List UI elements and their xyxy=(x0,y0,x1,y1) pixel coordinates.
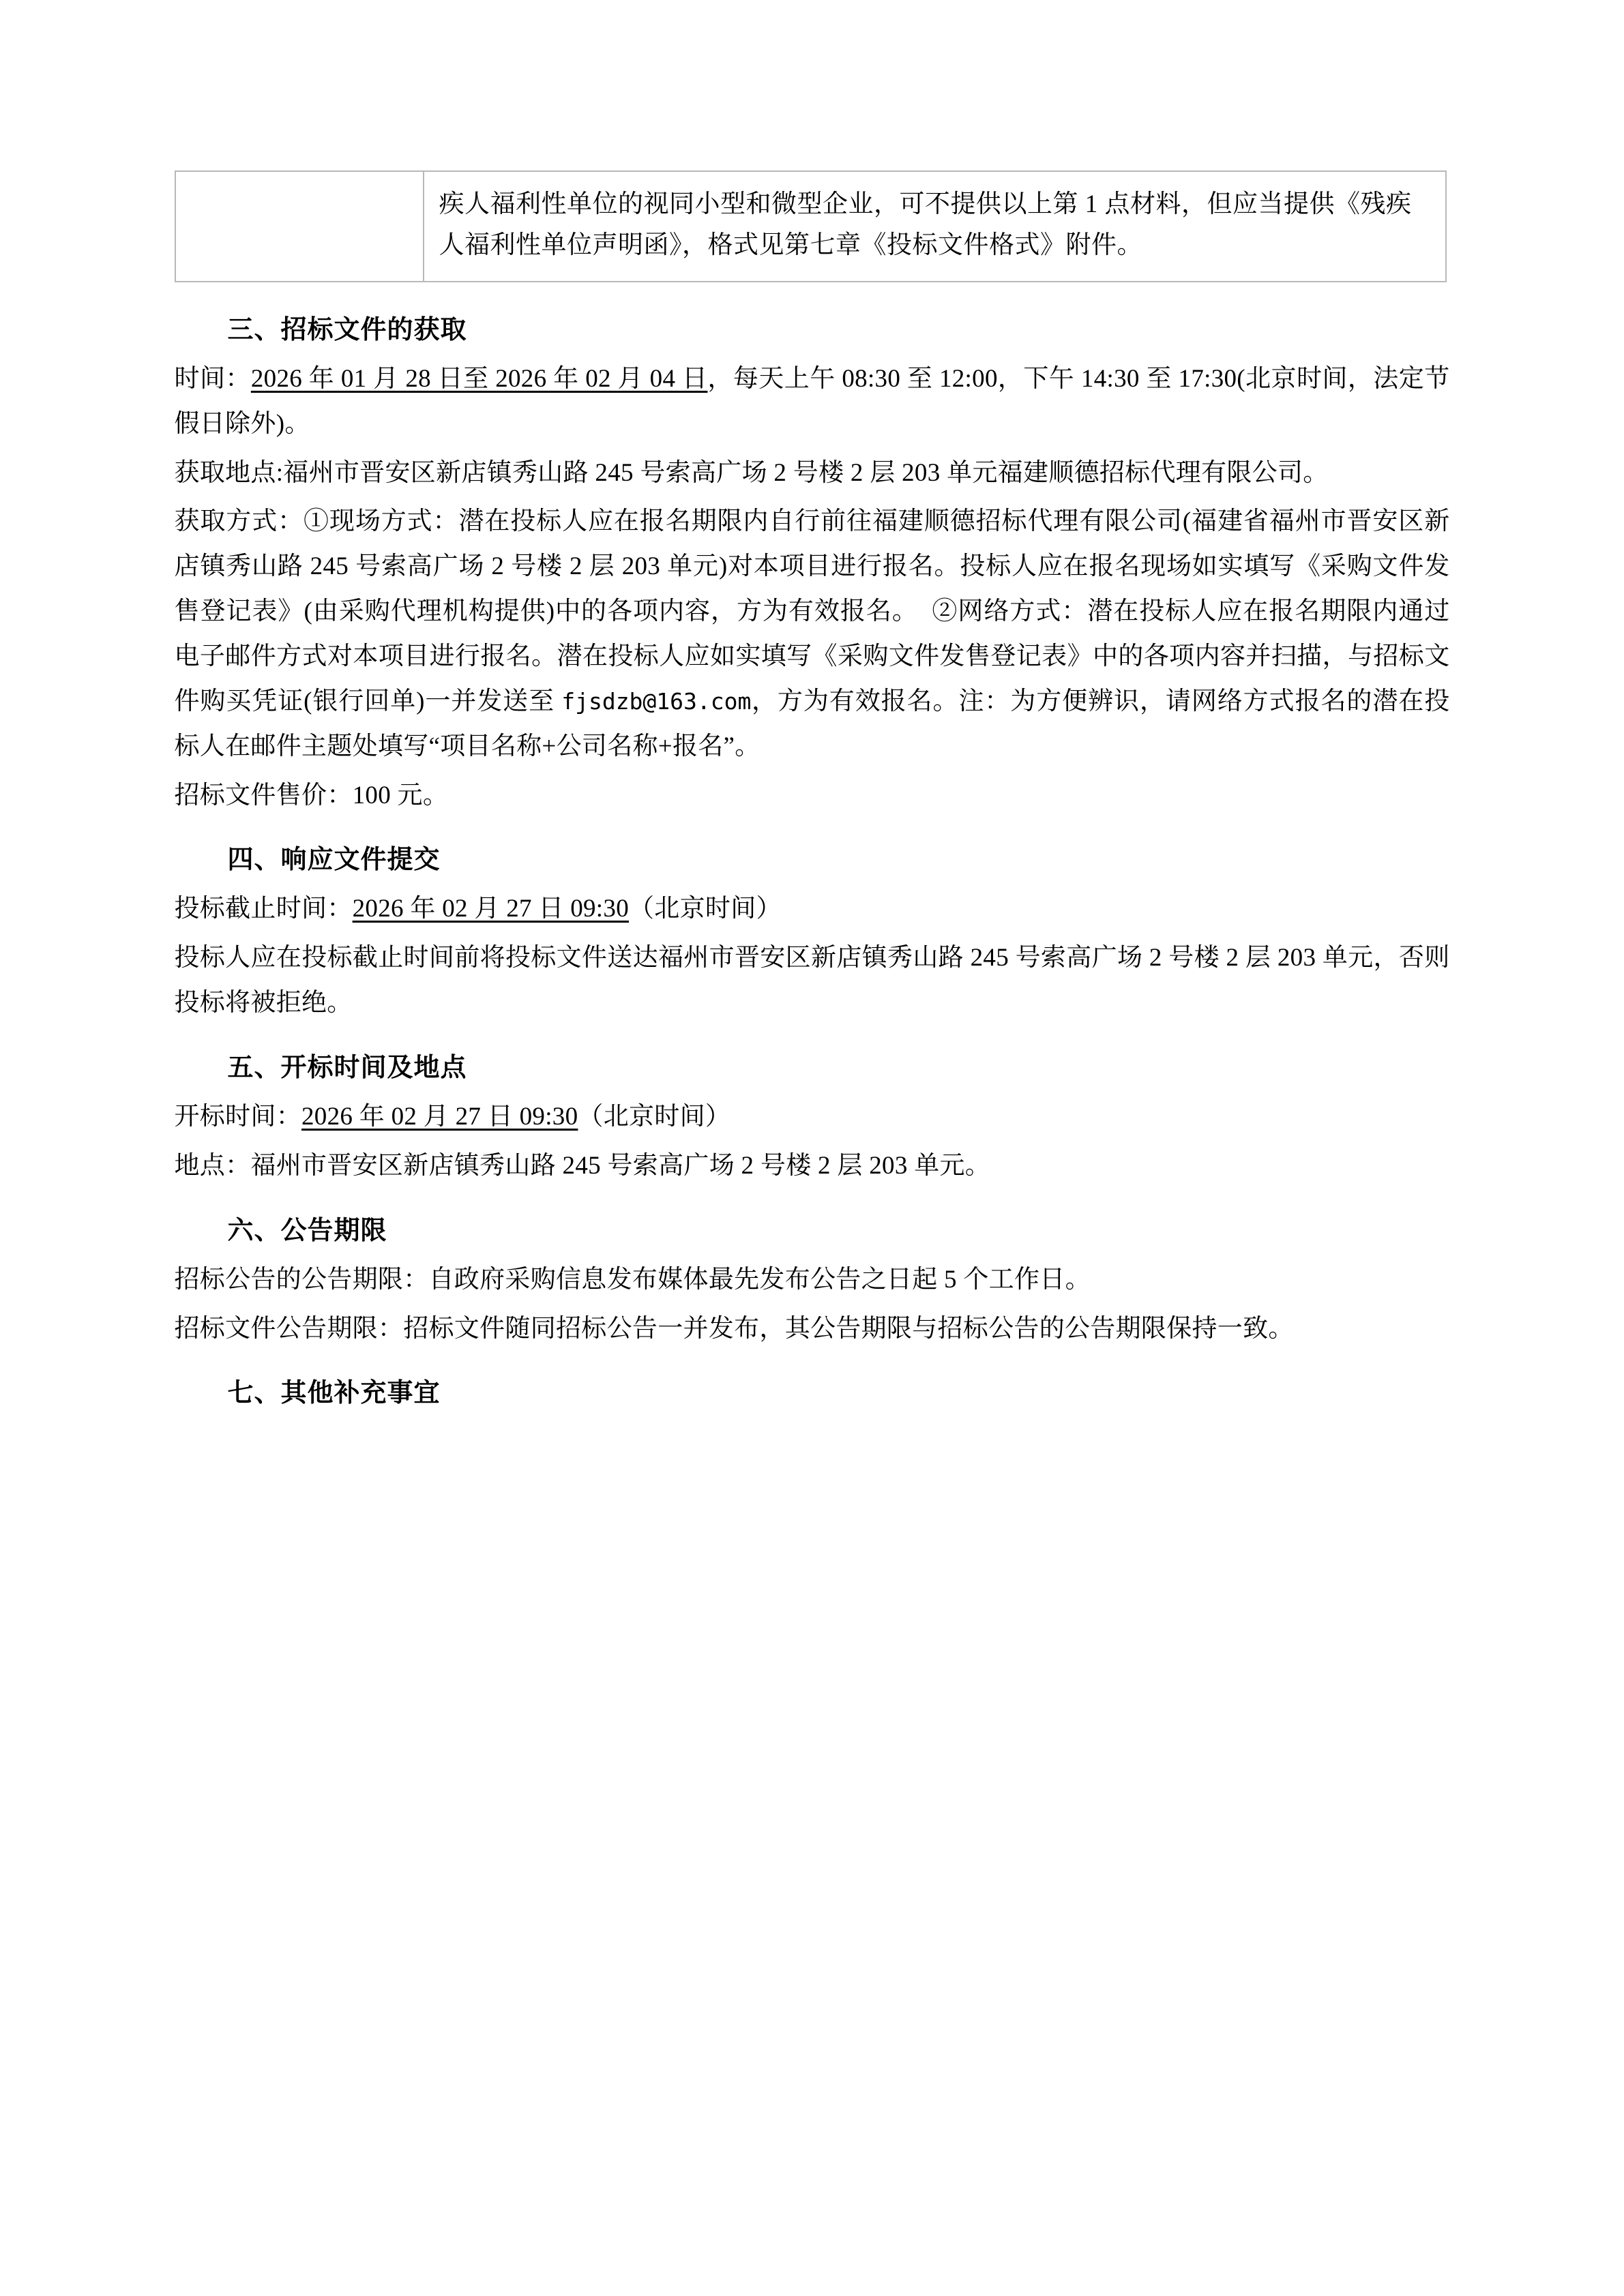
paragraph-open-location: 地点：福州市晋安区新店镇秀山路 245 号索高广场 2 号楼 2 层 203 单元。 xyxy=(174,1151,991,1180)
table-cell-right: 疾人福利性单位的视同小型和微型企业，可不提供以上第 1 点材料，但应当提供《残疾人福利性单位声明函》，格式见第七章《投标文件格式》附件。 xyxy=(424,171,1446,282)
contact-email: fjsdzb@163.com xyxy=(561,687,752,715)
section-heading-6: 六、公告期限 xyxy=(227,1214,387,1245)
table-fragment xyxy=(175,170,1447,282)
paragraph-bid-delivery: 投标人应在投标截止时间前将投标文件送达福州市晋安区新店镇秀山路 245 号索高广场 2 号楼 2 层 203 单元，否则投标将被拒绝。 xyxy=(174,944,1450,1017)
page-content xyxy=(175,170,1450,1409)
paragraph-bid-deadline: 投标截止时间：2026 年 02 月 27 日 09:30（北京时间） xyxy=(174,895,782,923)
acquire-time-value: 2026 年 01 月 28 日至 2026 年 02 月 04 日 xyxy=(250,364,708,393)
paragraph-acquire-location: 获取地点:福州市晋安区新店镇秀山路 245 号索高广场 2 号楼 2 层 203 单元福建顺德招标代理有限公司。 xyxy=(174,458,1329,487)
paragraph-notice-period-2: 招标文件公告期限：招标文件随同招标公告一并发布，其公告期限与招标公告的公告期限保持一致。 xyxy=(174,1314,1294,1343)
paragraph-document-price: 招标文件售价：100 元。 xyxy=(174,781,449,809)
paragraph-acquire-method: 获取方式：①现场方式：潜在投标人应在报名期限内自行前往福建顺德招标代理有限公司(福建省福州市晋安区新店镇秀山路 245 号索高广场 2 号楼 2 层 203 单元)对本项目进行报名。投标人应在报名现场如实填写《采购文件发售登记表》(由采购代理机构提供)中的各项内容，方为有效报名。 ②网络方式：潜在投标人应在报名期限内通过电子邮件方式对本项目进行报名。潜在投标人应如实填写《采购文件发售登记表》中的各项内容并扫描，与招标文件购买凭证(银行回单)一并发送至 fjsdzb@163.com，方为有效报名。注：为方便辨识，请网络方式报名的潜在投标人在邮件主题处填写“项目名称+公司名称+报名”。 xyxy=(174,507,1450,760)
section-heading-4: 四、响应文件提交 xyxy=(227,844,441,875)
section-heading-3: 三、招标文件的获取 xyxy=(227,314,467,344)
table-cell-left xyxy=(175,171,424,282)
paragraph-notice-period-1: 招标公告的公告期限：自政府采购信息发布媒体最先发布公告之日起 5 个工作日。 xyxy=(174,1265,1091,1294)
table-row xyxy=(175,171,1446,282)
section-heading-5: 五、开标时间及地点 xyxy=(227,1052,467,1083)
paragraph-acquire-time: 时间：2026 年 01 月 28 日至 2026 年 02 月 04 日，每天上午 08:30 至 12:00，下午 14:30 至 17:30(北京时间，法定节假日除外)。 xyxy=(174,364,1450,438)
open-time-value: 2026 年 02 月 27 日 09:30 xyxy=(301,1103,578,1131)
bid-deadline-value: 2026 年 02 月 27 日 09:30 xyxy=(352,895,629,923)
section-heading-7: 七、其他补充事宜 xyxy=(227,1377,441,1408)
paragraph-open-time: 开标时间：2026 年 02 月 27 日 09:30（北京时间） xyxy=(174,1103,731,1131)
